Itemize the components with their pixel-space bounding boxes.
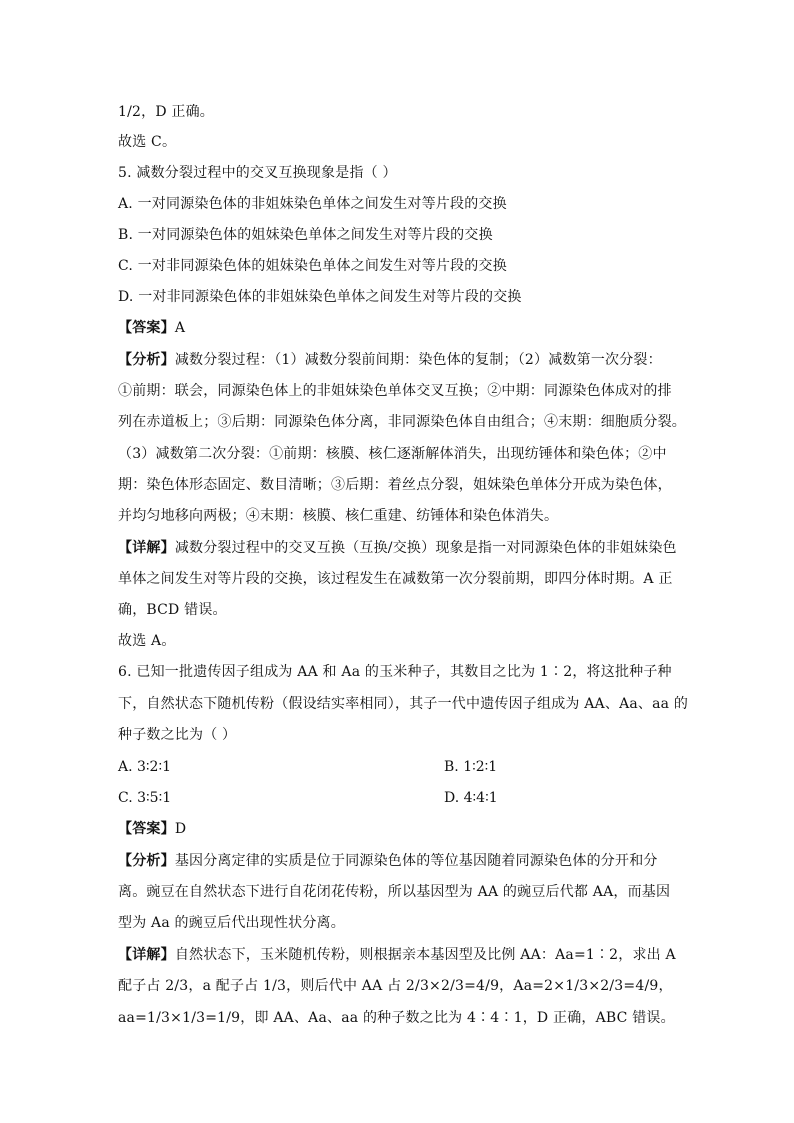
q5-analysis-line-1 — [118, 350, 662, 370]
q5-stem: 5. 减数分裂过程中的交叉互换现象是指（ ） — [118, 165, 397, 181]
q6-detail-line-2: 配子占 2/3，a 配子占 1/3，则后代中 AA 占 2/3×2/3=4/9，Aa=2×1/3×2/3=4/9， — [118, 978, 673, 994]
q5-analysis-line-5: 期：染色体形态固定、数目清晰；③后期：着丝点分裂，姐妹染色单体分开成为染色体， — [118, 477, 672, 493]
detail-tag: 【详解】 — [118, 540, 175, 556]
q6-stem-line-2: 下，自然状态下随机传粉（假设结实率相同），其子一代中遗传因子组成为 AA、Aa、aa 的 — [118, 696, 689, 712]
answer-value: D — [174, 821, 187, 837]
analysis-text: 减数分裂过程：（1）减数分裂前间期：染色体的复制；（2）减数第一次分裂： — [174, 352, 662, 368]
q5-detail-line-2: 单体之间发生对等片段的交换，该过程发生在减数第一次分裂前期，即四分体时期。A 正 — [118, 571, 673, 587]
prev-choice-line: 故选 C。 — [118, 134, 177, 150]
q6-analysis-line-1 — [118, 851, 658, 871]
q5-answer — [118, 318, 185, 338]
q5-option-b: B. 一对同源染色体的姐妹染色单体之间发生对等片段的交换 — [118, 227, 493, 243]
q6-stem-line-3: 种子数之比为（ ） — [118, 727, 237, 743]
q6-analysis-line-2: 离。豌豆在自然状态下进行自花闭花传粉，所以基因型为 AA 的豌豆后代都 AA，而基因 — [118, 884, 671, 900]
analysis-text: 基因分离定律的实质是位于同源染色体的等位基因随着同源染色体的分开和分 — [174, 853, 658, 869]
prev-conclusion-line: 1/2，D 正确。 — [118, 104, 215, 120]
q6-answer — [118, 819, 186, 839]
answer-tag: 【答案】 — [118, 821, 175, 837]
q5-analysis-line-2: ①前期：联会，同源染色体上的非姐妹染色单体交叉互换；②中期：同源染色体成对的排 — [118, 383, 672, 399]
analysis-tag: 【分析】 — [118, 352, 175, 368]
q6-option-c: C. 3∶5∶1 — [118, 790, 172, 806]
q5-detail-line-1 — [118, 538, 677, 558]
q5-option-d: D. 一对非同源染色体的非姐妹染色单体之间发生对等片段的交换 — [118, 289, 522, 305]
answer-value: A — [174, 320, 186, 336]
q6-option-b: B. 1∶2∶1 — [444, 759, 498, 775]
q5-choice-line: 故选 A。 — [118, 633, 176, 649]
q5-option-a: A. 一对同源染色体的非姐妹染色单体之间发生对等片段的交换 — [118, 196, 507, 212]
q5-option-c: C. 一对非同源染色体的姐妹染色单体之间发生对等片段的交换 — [118, 258, 507, 274]
q5-analysis-line-3: 列在赤道板上；③后期：同源染色体分离，非同源染色体自由组合；④末期：细胞质分裂。 — [118, 414, 686, 430]
q5-analysis-line-6: 并均匀地移向两极；④末期：核膜、核仁重建、纺锤体和染色体消失。 — [118, 508, 559, 524]
detail-text: 自然状态下，玉米随机传粉，则根据亲本基因型及比例 AA：Aa=1∶2，求出 A — [174, 947, 676, 963]
q6-option-a: A. 3∶2∶1 — [118, 759, 172, 775]
q6-detail-line-3: aa=1/3×1/3=1/9，即 AA、Aa、aa 的种子数之比为 4∶4∶1，D 正确，ABC 错误。 — [118, 1010, 675, 1026]
q6-detail-line-1 — [118, 945, 676, 965]
detail-text: 减数分裂过程中的交叉互换（互换/交换）现象是指一对同源染色体的非姐妹染色 — [174, 540, 677, 556]
q6-stem-line-1: 6. 已知一批遗传因子组成为 AA 和 Aa 的玉米种子，其数目之比为 1∶2，将这批种子种 — [118, 664, 672, 680]
q5-detail-line-3: 确，BCD 错误。 — [118, 602, 227, 618]
q6-option-d: D. 4∶4∶1 — [444, 790, 498, 806]
analysis-tag: 【分析】 — [118, 853, 175, 869]
q5-analysis-line-4: （3）减数第二次分裂：①前期：核膜、核仁逐渐解体消失，出现纺锤体和染色体；②中 — [118, 446, 667, 462]
q6-analysis-line-3: 型为 Aa 的豌豆后代出现性状分离。 — [118, 915, 345, 931]
answer-tag: 【答案】 — [118, 320, 175, 336]
detail-tag: 【详解】 — [118, 947, 175, 963]
